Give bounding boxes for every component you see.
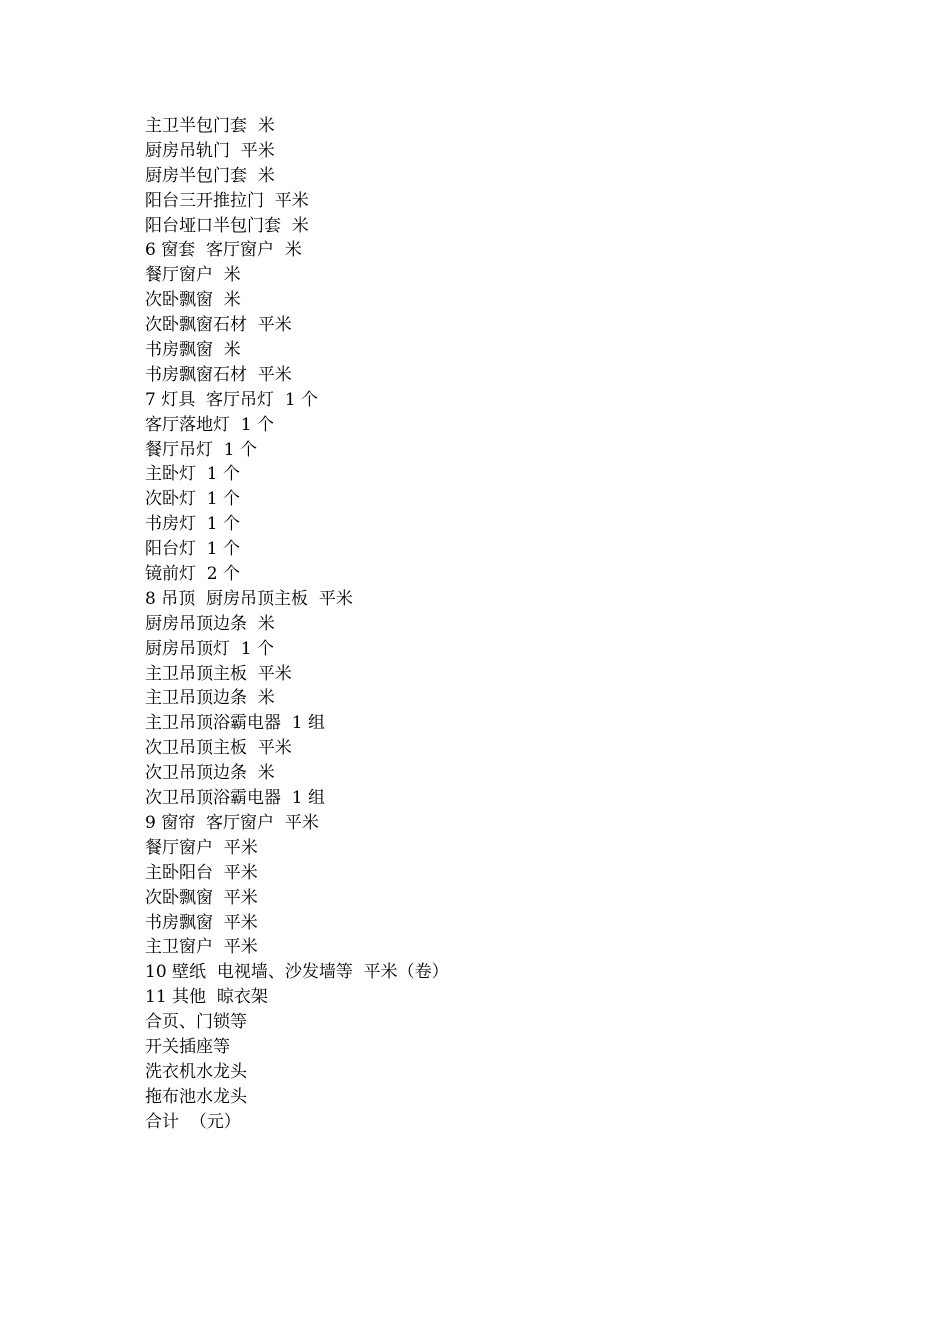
- document-text-lines: [145, 114, 449, 1135]
- text-line: 次卧飘窗石材 平米: [145, 315, 292, 336]
- text-line: 7 灯具 客厅吊灯 1 个: [145, 389, 319, 410]
- text-line: 主卫半包门套 米: [145, 116, 275, 136]
- text-line: 厨房吊顶灯 1 个: [145, 638, 275, 659]
- text-line: 阳台灯 1 个: [145, 539, 241, 560]
- text-line: 6 窗套 客厅窗户 米: [145, 240, 302, 261]
- text-line: 厨房半包门套 米: [145, 165, 275, 186]
- text-line: 主卫窗户 平米: [145, 937, 258, 958]
- text-line: 阳台三开推拉门 平米: [145, 190, 309, 211]
- text-line: 主卫吊顶浴霸电器 1 组: [145, 713, 326, 734]
- text-line: 次卫吊顶浴霸电器 1 组: [145, 788, 326, 809]
- text-line: 8 吊顶 厨房吊顶主板 平米: [145, 588, 353, 609]
- text-line: 书房飘窗石材 平米: [145, 364, 292, 385]
- text-line: 次卫吊顶边条 米: [145, 763, 275, 784]
- text-line: 主卧灯 1 个: [145, 464, 241, 485]
- text-line: 洗衣机水龙头: [145, 1061, 247, 1082]
- text-line: 拖布池水龙头: [145, 1086, 247, 1107]
- text-line: 主卫吊顶边条 米: [145, 688, 275, 709]
- text-line: 客厅落地灯 1 个: [145, 414, 275, 435]
- text-line: 主卫吊顶主板 平米: [145, 663, 292, 684]
- text-line: 阳台垭口半包门套 米: [145, 215, 309, 236]
- text-line: 次卧灯 1 个: [145, 489, 241, 510]
- text-line: 书房飘窗 米: [145, 340, 241, 361]
- text-line: 9 窗帘 客厅窗户 平米: [145, 812, 319, 833]
- text-line: 开关插座等: [145, 1036, 230, 1057]
- text-line: 镜前灯 2 个: [145, 564, 241, 585]
- text-line: 合页、门锁等: [145, 1012, 247, 1033]
- text-line: 主卧阳台 平米: [145, 862, 258, 883]
- text-line: 厨房吊轨门 平米: [145, 140, 275, 161]
- text-line: 厨房吊顶边条 米: [145, 613, 275, 634]
- text-line: 次卫吊顶主板 平米: [145, 738, 292, 759]
- text-line: 书房飘窗 平米: [145, 912, 258, 933]
- text-line: 书房灯 1 个: [145, 514, 241, 535]
- text-line: 11 其他 晾衣架: [145, 987, 268, 1008]
- text-line: 餐厅吊灯 1 个: [145, 439, 258, 460]
- text-line: 次卧飘窗 米: [145, 290, 241, 311]
- text-line: 合计 （元）: [145, 1111, 241, 1132]
- text-line: 10 壁纸 电视墙、沙发墙等 平米（卷）: [145, 962, 449, 983]
- text-line: 餐厅窗户 平米: [145, 837, 258, 858]
- text-line: 次卧飘窗 平米: [145, 887, 258, 908]
- text-line: 餐厅窗户 米: [145, 265, 241, 286]
